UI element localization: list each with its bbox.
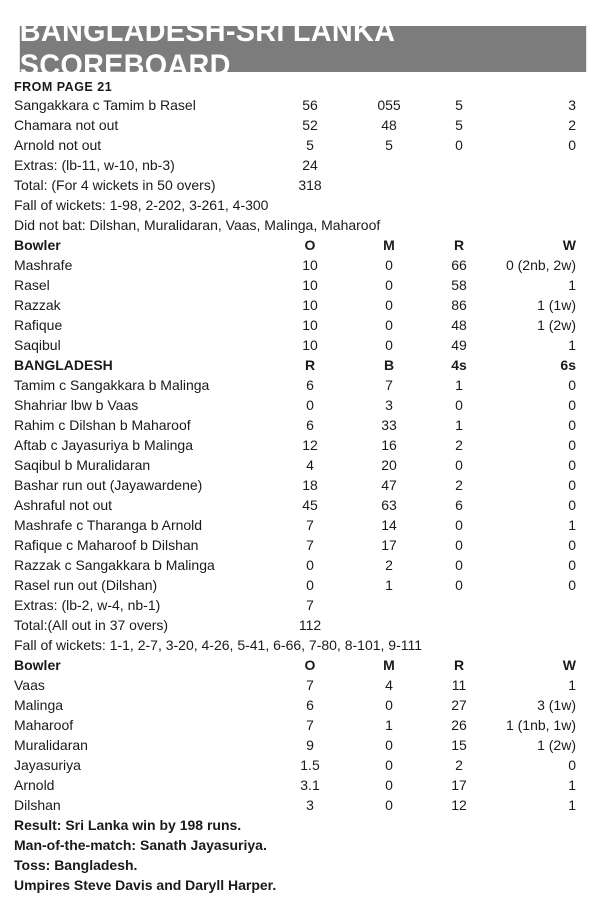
- bowler-name: Arnold: [14, 777, 55, 793]
- wickets-cell: 1: [568, 777, 576, 793]
- wickets-cell: 1: [568, 677, 576, 693]
- bangladesh-extras-row: [14, 595, 594, 615]
- bowling-row: [14, 695, 594, 715]
- total-label: Total: (For 4 wickets in 50 overs): [14, 177, 216, 193]
- batting-row: [14, 575, 594, 595]
- fours-cell: 5: [455, 117, 463, 133]
- bowling-row: [14, 315, 594, 335]
- fours-cell: 0: [455, 517, 463, 533]
- bowling-row: [14, 275, 594, 295]
- man-of-the-match: [14, 835, 594, 855]
- extras-value: 24: [302, 157, 318, 173]
- batsman-name: Shahriar lbw b Vaas: [14, 397, 139, 413]
- sixes-cell: 0: [568, 377, 576, 393]
- sixes-cell: 0: [568, 397, 576, 413]
- batsman-name: Arnold not out: [14, 137, 102, 153]
- bowler-name: Razzak: [14, 297, 61, 313]
- runs-cell: 58: [451, 277, 467, 293]
- bowler-name: Maharoof: [14, 717, 74, 733]
- batting-row: [14, 375, 594, 395]
- sixes-cell: 0: [568, 577, 576, 593]
- team-header: BANGLADESH: [14, 357, 113, 373]
- fours-cell: 0: [455, 397, 463, 413]
- overs-cell: 3: [306, 797, 314, 813]
- sixes-cell: 0: [568, 457, 576, 473]
- batting-row: [14, 115, 594, 135]
- wickets-cell: 0: [568, 757, 576, 773]
- balls-cell: 48: [381, 117, 397, 133]
- batting-row: [14, 475, 594, 495]
- runs-cell: 56: [302, 97, 318, 113]
- bangladesh-fall-of-wickets: [14, 635, 594, 655]
- sixes-cell: 0: [568, 477, 576, 493]
- overs-header: O: [304, 237, 316, 253]
- batting-row: [14, 415, 594, 435]
- srilanka-bowling-list: [14, 675, 594, 815]
- fours-cell: 0: [455, 577, 463, 593]
- wickets-header: W: [562, 657, 576, 673]
- bowler-name: Saqibul: [14, 337, 61, 353]
- srilanka-extras-row: [14, 155, 594, 175]
- batting-row: [14, 535, 594, 555]
- bowling-row: [14, 715, 594, 735]
- bowler-name: Malinga: [14, 697, 64, 713]
- balls-cell: 47: [381, 477, 397, 493]
- total-value: 318: [298, 177, 322, 193]
- umpires-text: Umpires Steve Davis and Daryll Harper.: [14, 877, 277, 893]
- extras-label: Extras: (lb-2, w-4, nb-1): [14, 597, 161, 613]
- runs-cell: 4: [306, 457, 314, 473]
- runs-cell: 6: [306, 377, 314, 393]
- batsman-name: Sangakkara c Tamim b Rasel: [14, 97, 196, 113]
- runs-cell: 15: [451, 737, 467, 753]
- fours-cell: 1: [455, 377, 463, 393]
- batting-row: [14, 435, 594, 455]
- wickets-cell: 1: [568, 797, 576, 813]
- maidens-cell: 0: [385, 777, 393, 793]
- batsman-name: Tamim c Sangakkara b Malinga: [14, 377, 210, 393]
- wickets-cell: 1 (2w): [537, 737, 576, 753]
- batsman-name: Aftab c Jayasuriya b Malinga: [14, 437, 193, 453]
- balls-cell: 2: [385, 557, 393, 573]
- sixes-cell: 0: [568, 537, 576, 553]
- sixes-cell: 0: [568, 497, 576, 513]
- balls-cell: 3: [385, 397, 393, 413]
- maidens-header: M: [383, 657, 395, 673]
- batting-row: [14, 515, 594, 535]
- fow-text: Fall of wickets: 1-98, 2-202, 3-261, 4-300: [14, 197, 269, 213]
- maidens-cell: 0: [385, 797, 393, 813]
- batsman-name: Rasel run out (Dilshan): [14, 577, 158, 593]
- overs-cell: 7: [306, 677, 314, 693]
- maidens-cell: 0: [385, 757, 393, 773]
- bowling-header-row: [14, 655, 594, 675]
- wickets-cell: 1 (1w): [537, 297, 576, 313]
- overs-header: O: [304, 657, 316, 673]
- bowling-row: [14, 775, 594, 795]
- total-label: Total:(All out in 37 overs): [14, 617, 169, 633]
- srilanka-fall-of-wickets: [14, 195, 594, 215]
- bowler-name: Rasel: [14, 277, 50, 293]
- batting-row: [14, 495, 594, 515]
- fours-cell: 2: [455, 437, 463, 453]
- motm-text: Man-of-the-match: Sanath Jayasuriya.: [14, 837, 267, 853]
- batting-row: [14, 135, 594, 155]
- batting-row: [14, 95, 594, 115]
- batsman-name: Mashrafe c Tharanga b Arnold: [14, 517, 203, 533]
- bowling-row: [14, 255, 594, 275]
- bowler-header: Bowler: [14, 237, 61, 253]
- wickets-cell: 3 (1w): [537, 697, 576, 713]
- maidens-cell: 4: [385, 677, 393, 693]
- batsman-name: Saqibul b Muralidaran: [14, 457, 151, 473]
- sixes-cell: 0: [568, 557, 576, 573]
- scoreboard-title: BANGLADESH-SRI LANKA SCOREBOARD: [20, 26, 586, 72]
- balls-cell: 16: [381, 437, 397, 453]
- bowler-name: Rafique: [14, 317, 63, 333]
- wickets-cell: 1: [568, 337, 576, 353]
- runs-cell: 49: [451, 337, 467, 353]
- runs-cell: 0: [306, 577, 314, 593]
- bangladesh-batting-list: [14, 375, 594, 595]
- overs-cell: 7: [306, 717, 314, 733]
- runs-cell: 52: [302, 117, 318, 133]
- fours-cell: 1: [455, 417, 463, 433]
- runs-cell: 12: [302, 437, 318, 453]
- fours-cell: 0: [455, 457, 463, 473]
- runs-cell: 48: [451, 317, 467, 333]
- balls-cell: 14: [381, 517, 397, 533]
- wickets-cell: 0 (2nb, 2w): [505, 257, 576, 273]
- balls-col-header: B: [383, 357, 395, 373]
- sixes-cell: 1: [568, 517, 576, 533]
- sixes-col-header: 6s: [560, 357, 576, 373]
- batting-row: [14, 555, 594, 575]
- extras-label: Extras: (lb-11, w-10, nb-3): [14, 157, 175, 173]
- srilanka-total-row: [14, 175, 594, 195]
- fours-cell: 2: [455, 477, 463, 493]
- maidens-cell: 0: [385, 277, 393, 293]
- batsman-name: Razzak c Sangakkara b Malinga: [14, 557, 215, 573]
- overs-cell: 10: [302, 277, 318, 293]
- maidens-cell: 0: [385, 337, 393, 353]
- overs-cell: 10: [302, 337, 318, 353]
- dnb-text: Did not bat: Dilshan, Muralidaran, Vaas, Malinga, Maharoof: [14, 217, 381, 233]
- scoreboard-body: [14, 79, 594, 895]
- runs-cell: 66: [451, 257, 467, 273]
- runs-cell: 26: [451, 717, 467, 733]
- balls-cell: 7: [385, 377, 393, 393]
- maidens-cell: 0: [385, 257, 393, 273]
- runs-cell: 27: [451, 697, 467, 713]
- runs-cell: 7: [306, 537, 314, 553]
- maidens-cell: 1: [385, 717, 393, 733]
- from-page-label: FROM PAGE 21: [14, 80, 113, 94]
- fours-cell: 0: [455, 557, 463, 573]
- bowler-name: Vaas: [14, 677, 45, 693]
- maidens-cell: 0: [385, 317, 393, 333]
- result-text: Result: Sri Lanka win by 198 runs.: [14, 817, 242, 833]
- sixes-cell: 0: [568, 417, 576, 433]
- wickets-cell: 1: [568, 277, 576, 293]
- extras-value: 7: [306, 597, 314, 613]
- balls-cell: 33: [381, 417, 397, 433]
- fours-cell: 5: [455, 97, 463, 113]
- match-result: [14, 815, 594, 835]
- runs-cell: 86: [451, 297, 467, 313]
- runs-header: R: [453, 237, 465, 253]
- maidens-header: M: [383, 237, 395, 253]
- runs-cell: 0: [306, 557, 314, 573]
- sixes-cell: 2: [568, 117, 576, 133]
- runs-cell: 11: [451, 677, 467, 693]
- balls-cell: 5: [385, 137, 393, 153]
- overs-cell: 3.1: [300, 777, 320, 793]
- bowling-row: [14, 295, 594, 315]
- runs-cell: 6: [306, 417, 314, 433]
- balls-cell: 20: [381, 457, 397, 473]
- runs-cell: 45: [302, 497, 318, 513]
- bowling-row: [14, 675, 594, 695]
- batsman-name: Bashar run out (Jayawardene): [14, 477, 203, 493]
- fours-col-header: 4s: [451, 357, 467, 373]
- total-value: 112: [298, 617, 322, 633]
- srilanka-batting-list: [14, 95, 594, 155]
- bowler-header: Bowler: [14, 657, 61, 673]
- runs-cell: 7: [306, 517, 314, 533]
- bowler-name: Mashrafe: [14, 257, 73, 273]
- bowling-row: [14, 755, 594, 775]
- overs-cell: 10: [302, 297, 318, 313]
- overs-cell: 6: [306, 697, 314, 713]
- overs-cell: 10: [302, 317, 318, 333]
- umpires: [14, 875, 594, 895]
- wickets-cell: 1 (2w): [537, 317, 576, 333]
- batsman-name: Rahim c Dilshan b Maharoof: [14, 417, 191, 433]
- wickets-header: W: [562, 237, 576, 253]
- maidens-cell: 0: [385, 297, 393, 313]
- runs-col-header: R: [304, 357, 316, 373]
- bangladesh-batting-header: [14, 355, 594, 375]
- srilanka-did-not-bat: [14, 215, 594, 235]
- runs-cell: 0: [306, 397, 314, 413]
- batting-row: [14, 455, 594, 475]
- runs-cell: 2: [455, 757, 463, 773]
- batsman-name: Ashraful not out: [14, 497, 113, 513]
- fours-cell: 6: [455, 497, 463, 513]
- batsman-name: Chamara not out: [14, 117, 119, 133]
- runs-cell: 12: [451, 797, 467, 813]
- fow-text: Fall of wickets: 1-1, 2-7, 3-20, 4-26, 5-41, 6-66, 7-80, 8-101, 9-111: [14, 637, 423, 653]
- bangladesh-total-row: [14, 615, 594, 635]
- maidens-cell: 0: [385, 697, 393, 713]
- balls-cell: 055: [377, 97, 401, 113]
- sixes-cell: 0: [568, 437, 576, 453]
- runs-cell: 5: [306, 137, 314, 153]
- bowler-name: Jayasuriya: [14, 757, 81, 773]
- overs-cell: 1.5: [300, 757, 320, 773]
- sixes-cell: 3: [568, 97, 576, 113]
- bowling-row: [14, 795, 594, 815]
- runs-cell: 17: [451, 777, 467, 793]
- runs-header: R: [453, 657, 465, 673]
- balls-cell: 1: [385, 577, 393, 593]
- fours-cell: 0: [455, 537, 463, 553]
- maidens-cell: 0: [385, 737, 393, 753]
- bowler-name: Muralidaran: [14, 737, 88, 753]
- toss-text: Toss: Bangladesh.: [14, 857, 138, 873]
- toss-result: [14, 855, 594, 875]
- wickets-cell: 1 (1nb, 1w): [505, 717, 576, 733]
- runs-cell: 18: [302, 477, 318, 493]
- batting-row: [14, 395, 594, 415]
- batsman-name: Rafique c Maharoof b Dilshan: [14, 537, 199, 553]
- sixes-cell: 0: [568, 137, 576, 153]
- bowler-name: Dilshan: [14, 797, 61, 813]
- bowling-row: [14, 335, 594, 355]
- overs-cell: 9: [306, 737, 314, 753]
- balls-cell: 63: [381, 497, 397, 513]
- bowling-row: [14, 735, 594, 755]
- overs-cell: 10: [302, 257, 318, 273]
- fours-cell: 0: [455, 137, 463, 153]
- bangladesh-bowling-list: [14, 255, 594, 355]
- balls-cell: 17: [381, 537, 397, 553]
- bowling-header-row: [14, 235, 594, 255]
